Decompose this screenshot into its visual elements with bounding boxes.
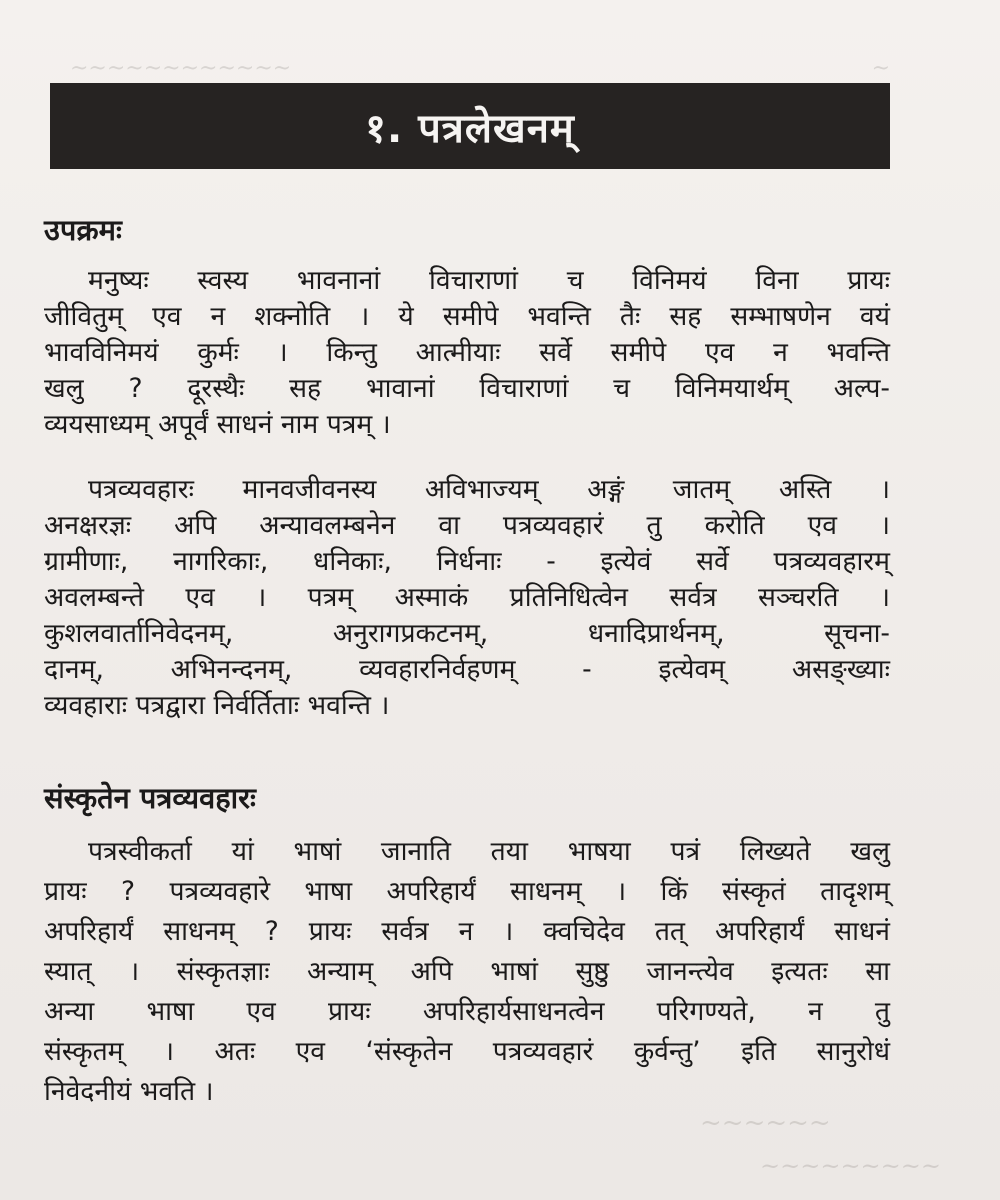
text-line: व्ययसाध्यम् अपूर्वं साधनं नाम पत्रम् । (44, 409, 391, 440)
bleed-through-text: ~~~~~~ (700, 1108, 831, 1138)
text-line: मनुष्यः स्वस्य भावनानां विचाराणां च विनिमयं विना प्रायः (88, 265, 890, 296)
text-line: अवलम्बन्ते एव । पत्रम् अस्माकं प्रतिनिधित्वेन सर्वत्र सञ्चरति । (44, 582, 890, 613)
text-line: जीवितुम् एव न शक्नोति । ये समीपे भवन्ति तैः सह सम्भाषणेन वयं (44, 301, 890, 332)
text-line: स्यात् । संस्कृतज्ञाः अन्याम् अपि भाषां सुष्ठु जानन्त्येव इत्यतः सा (44, 956, 890, 987)
text-line: अनक्षरज्ञः अपि अन्यावलम्बनेन वा पत्रव्यवहारं तु करोति एव । (44, 510, 890, 541)
paragraph (44, 832, 890, 1112)
bleed-through-text: ~~~~~~~~~ (760, 1152, 941, 1180)
text-line: दानम्, अभिनन्दनम्, व्यवहारनिर्वहणम् - इत्येवम् असङ्ख्याः (44, 654, 890, 685)
section-heading-upakrama: उपक्रमः (44, 213, 122, 247)
bleed-through-text: ~ (871, 56, 890, 81)
paragraph (44, 263, 890, 443)
text-line: पत्रव्यवहारः मानवजीवनस्य अविभाज्यम् अङ्गं जातम् अस्ति । (88, 474, 890, 505)
text-line: कुशलवार्तानिवेदनम्, अनुरागप्रकटनम्, धनादिप्रार्थनम्, सूचना- (44, 618, 890, 649)
paragraph (44, 472, 890, 724)
text-line: प्रायः ? पत्रव्यवहारे भाषा अपरिहार्यं साधनम् । किं संस्कृतं तादृशम् (44, 876, 890, 907)
section-heading-sanskrit-correspondence: संस्कृतेन पत्रव्यवहारः (44, 781, 256, 815)
text-line: निवेदनीयं भवति । (44, 1076, 214, 1107)
text-line: अपरिहार्यं साधनम् ? प्रायः सर्वत्र न । क्वचिदेव तत् अपरिहार्यं साधनं (44, 916, 890, 947)
text-line: भावविनिमयं कुर्मः । किन्तु आत्मीयाः सर्वे समीपे एव न भवन्ति (44, 337, 890, 368)
text-line: अन्या भाषा एव प्रायः अपरिहार्यसाधनत्वेन परिगण्यते, न तु (44, 996, 890, 1027)
text-line: पत्रस्वीकर्ता यां भाषां जानाति तया भाषया पत्रं लिख्यते खलु (88, 836, 890, 867)
chapter-title-bar (50, 83, 890, 169)
text-line: खलु ? दूरस्थैः सह भावानां विचाराणां च विनिमयार्थम् अल्प- (44, 373, 890, 404)
bleed-through-text: ~~~~~~~~~~~~ (70, 56, 292, 81)
text-line: व्यवहाराः पत्रद्वारा निर्वर्तिताः भवन्ति । (44, 690, 390, 721)
text-line: संस्कृतम् । अतः एव ‘संस्कृतेन पत्रव्यवहारं कुर्वन्तु’ इति सानुरोधं (44, 1036, 890, 1067)
text-line: ग्रामीणाः, नागरिकाः, धनिकाः, निर्धनाः - इत्येवं सर्वे पत्रव्यवहारम् (44, 546, 890, 577)
chapter-title: १. पत्रलेखनम् (365, 105, 575, 152)
